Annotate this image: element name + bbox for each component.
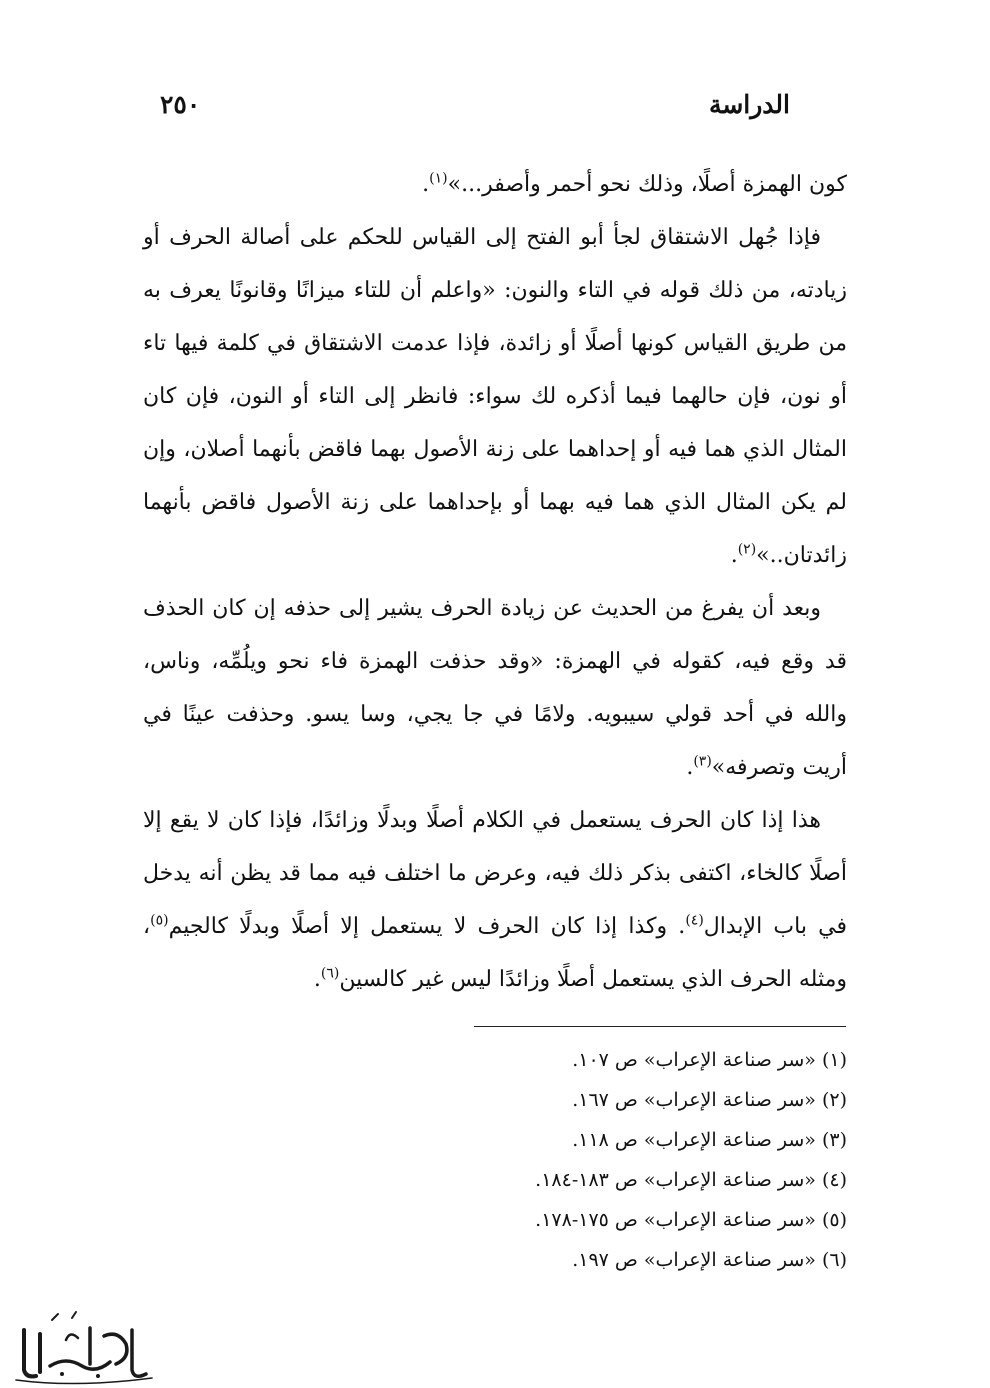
header-title: الدراسة	[708, 90, 790, 119]
footnote-5: (٥)«سر صناعة الإعراب» ص ١٧٥-١٧٨.	[535, 1209, 847, 1231]
footnote-2: (٢)«سر صناعة الإعراب» ص ١٦٧.	[572, 1089, 847, 1111]
paragraph-4: هذا إذا كان الحرف يستعمل في الكلام أصلًا وبدلًا وزائدًا، فإذا كان لا يقع إلا أصلًا كالخاء، اكتفى بذكر ذلك فيه، وعرض ما اختلف فيه مما قد يظن أنه يدخل في باب الإبدال$^{(٤)}$. وكذا إذا كان الحرف لا يستعمل إلا أصلًا وبدلًا كالجيم$^{(٥)}$، ومثله الحرف الذي يستعمل أصلًا وزائدًا ليس غير كالسين$^{(٦)}$.	[143, 808, 847, 992]
paragraph-2: فإذا جُهل الاشتقاق لجأ أبو الفتح إلى القياس للحكم على أصالة الحرف أو زيادته، من ذلك قوله في التاء والنون: «واعلم أن للتاء ميزانًا وقانونًا يعرف به من طريق القياس كونها أصلًا أو زائدة، فإذا عدمت الاشتقاق في كلمة فيها تاء أو نون، فإن حالهما فيما أذكره لك سواء: فانظر إلى التاء أو النون، فإن كان المثال الذي هما فيه أو إحداهما على زنة الأصول بهما فاقض بأنهما أصلان، وإن لم يكن المثال الذي هما فيه بهما أو بإحداهما على زنة الأصول فاقض بأنهما زائدتان..»$^{(٢)}$.	[143, 225, 847, 568]
paragraph-3: وبعد أن يفرغ من الحديث عن زيادة الحرف يشير إلى حذفه إن كان الحذف قد وقع فيه، كقوله في الهمزة: «وقد حذفت الهمزة فاء نحو ويلُمِّه، وناس، والله في أحد قولي سيبويه. ولامًا في جا يجي، وسا يسو. وحذفت عينًا في أريت وتصرفه»$^{(٣)}$.	[143, 596, 847, 780]
footnote-ref-1: (١)	[429, 170, 448, 187]
footnote-6: (٦)«سر صناعة الإعراب» ص ١٩٧.	[572, 1249, 847, 1271]
footnote-4: (٤)«سر صناعة الإعراب» ص ١٨٣-١٨٤.	[535, 1169, 847, 1191]
main-text	[143, 158, 847, 1006]
page-number: ٢٥٠	[160, 90, 201, 119]
footnote-ref-3: (٣)	[693, 753, 712, 770]
footnotes	[143, 1040, 847, 1280]
footnote-3: (٣)«سر صناعة الإعراب» ص ١١٨.	[572, 1129, 847, 1151]
footnote-1: (١)«سر صناعة الإعراب» ص ١٠٧.	[572, 1049, 847, 1071]
running-header	[160, 90, 790, 138]
footnote-ref-2: (٢)	[737, 541, 757, 558]
footnote-ref-6: (٦)	[320, 965, 340, 982]
footnote-ref-4: (٤)	[685, 912, 704, 929]
calligraphy-logo	[6, 1300, 156, 1386]
footnote-ref-5: (٥)	[150, 912, 169, 929]
paragraph-1: كون الهمزة أصلًا، وذلك نحو أحمر وأصفر...»$^{(١)}$.	[422, 170, 847, 197]
footnote-separator	[474, 1026, 846, 1027]
